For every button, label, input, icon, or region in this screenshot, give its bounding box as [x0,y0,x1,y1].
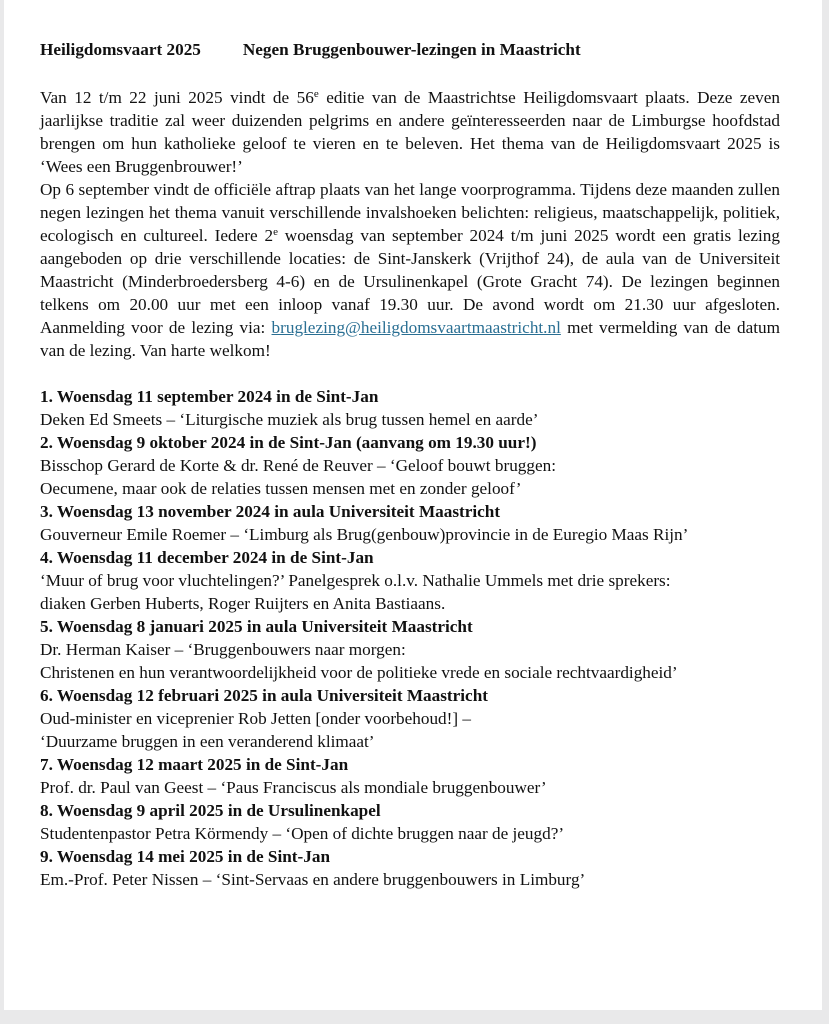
document-page [4,0,822,1010]
lecture-item [40,385,780,431]
lecture-description-line: Bisschop Gerard de Korte & dr. René de Reuver – ‘Geloof bouwt bruggen: [40,456,556,475]
lecture-item [40,684,780,753]
intro-p2-text-a: Op 6 september vindt de officiële aftrap plaats van het lange voorprogramma. Tijdens deze maanden zullen negen lezingen het thema vanuit verschillende invalshoeken belichten: religieus, maatschappelijk, politiek, ecologisch en cultureel. Iedere 2 [40,180,780,245]
document-header [40,38,780,61]
email-link[interactable]: bruglezing@heiligdomsvaartmaastricht.nl [271,318,561,337]
lecture-title: 8. Woensdag 9 april 2025 in de Ursulinenkapel [40,801,381,820]
lecture-description-line: Studentenpastor Petra Körmendy – ‘Open of dichte bruggen naar de jeugd?’ [40,824,565,843]
document-content [40,38,780,891]
lecture-title: 9. Woensdag 14 mei 2025 in de Sint-Jan [40,847,331,866]
lecture-description-line: ‘Muur of brug voor vluchtelingen?’ Panelgesprek o.l.v. Nathalie Ummels met drie sprekers: [40,571,671,590]
lecture-item [40,615,780,684]
lecture-description-line: Deken Ed Smeets – ‘Liturgische muziek als brug tussen hemel en aarde’ [40,410,539,429]
lecture-description-line: Gouverneur Emile Roemer – ‘Limburg als Brug(genbouw)provincie in de Euregio Maas Rijn’ [40,525,689,544]
intro-p1-text-a: Van 12 t/m 22 juni 2025 vindt de 56 [40,88,314,107]
intro-p2-superscript: e [273,226,278,238]
intro-p2-text-c: met vermelding van de datum van de lezing. Van harte welkom! [40,318,780,360]
lecture-description-line: Dr. Herman Kaiser – ‘Bruggenbouwers naar morgen: [40,640,406,659]
lecture-description-line: Em.-Prof. Peter Nissen – ‘Sint-Servaas en andere bruggenbouwers in Limburg’ [40,870,586,889]
lecture-title: 5. Woensdag 8 januari 2025 in aula Universiteit Maastricht [40,617,473,636]
lecture-description-line: Christenen en hun verantwoordelijkheid voor de politieke vrede en sociale rechtvaardigheid’ [40,663,678,682]
intro-text [40,86,780,362]
lecture-item [40,799,780,845]
lecture-description-line: ‘Duurzame bruggen in een veranderend klimaat’ [40,732,375,751]
lecture-item [40,546,780,615]
lecture-title: 4. Woensdag 11 december 2024 in de Sint-Jan [40,548,374,567]
lecture-title: 7. Woensdag 12 maart 2025 in de Sint-Jan [40,755,349,774]
lecture-title: 2. Woensdag 9 oktober 2024 in de Sint-Jan (aanvang om 19.30 uur!) [40,433,537,452]
lecture-title: 3. Woensdag 13 november 2024 in aula Universiteit Maastricht [40,502,501,521]
lecture-list [40,385,780,891]
lecture-description-line: diaken Gerben Huberts, Roger Ruijters en Anita Bastiaans. [40,594,446,613]
intro-p1-superscript: e [313,88,319,100]
header-right: Negen Bruggenbouwer-lezingen in Maastricht [242,40,581,59]
lecture-title: 1. Woensdag 11 september 2024 in de Sint-Jan [40,387,379,406]
intro-p2-text-b: woensdag van september 2024 t/m juni 2025 wordt een gratis lezing aangeboden op drie verschillende locaties: de Sint-Janskerk (Vrijthof 24), de aula van de Universiteit Maastricht (Minderbroedersberg 4-6) en de Ursulinenkapel (Grote Gracht 74). De lezingen beginnen telkens om 20.00 uur met een inloop vanaf 19.30 uur. De avond wordt om 21.30 uur afgesloten. Aanmelding voor de lezing via: [40,226,780,337]
intro-paragraph-1 [40,86,780,178]
lecture-description-line: Oud-minister en viceprenier Rob Jetten [onder voorbehoud!] – [40,709,471,728]
lecture-item [40,753,780,799]
lecture-title: 6. Woensdag 12 februari 2025 in aula Universiteit Maastricht [40,686,488,705]
header-left: Heiligdomsvaart 2025 [40,40,201,59]
lecture-description-line: Oecumene, maar ook de relaties tussen mensen met en zonder geloof’ [40,479,522,498]
lecture-item [40,500,780,546]
intro-p1-text-b: editie van de Maastrichtse Heiligdomsvaart plaats. Deze zeven jaarlijkse traditie zal weer duizenden pelgrims en andere geïnteresseerden naar de Limburgse hoofdstad brengen om hun katholieke geloof te vieren en te beleven. Het thema van de Heiligdomsvaart 2025 is ‘Wees een Bruggenbrouwer!’ [40,88,780,176]
lecture-item [40,431,780,500]
lecture-description-line: Prof. dr. Paul van Geest – ‘Paus Franciscus als mondiale bruggenbouwer’ [40,778,547,797]
intro-paragraph-2 [40,178,780,362]
lecture-item [40,845,780,891]
